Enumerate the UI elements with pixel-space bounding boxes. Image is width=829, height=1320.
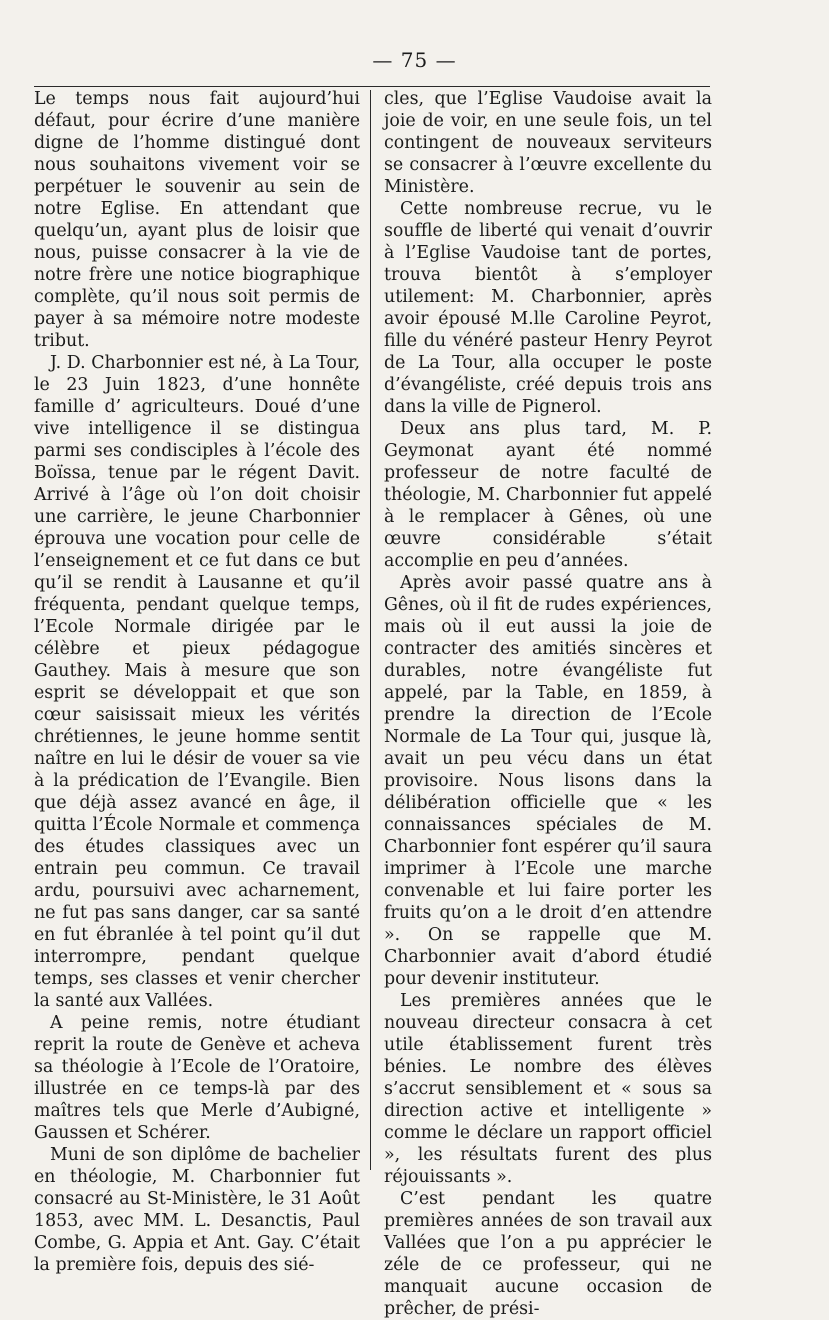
- page-number: — 75 —: [372, 48, 457, 72]
- paragraph: Cette nombreuse recrue, vu le souffle de liberté qui venait d’ouvrir à l’Eglise Vaudoise tant de portes, trouva bientôt à s’employer utilement: M. Charbonnier, après avoir épousé M.lle Caroline Peyrot, fille du vénéré pasteur Henry Peyrot de La Tour, alla occuper le poste d’évangéliste, créé depuis trois ans dans la ville de Pignerol.: [384, 199, 712, 417]
- paragraph: A peine remis, notre étudiant reprit la route de Genève et acheva sa théologie à l’Ecole de l’Oratoire, illustrée en ce temps-là par des maîtres tels que Merle d’Aubigné, Gaussen et Schérer.: [34, 1013, 360, 1143]
- paragraph: Après avoir passé quatre ans à Gênes, où il fit de rudes expériences, mais où il eut aussi la joie de contracter des amitiés sincères et durables, notre évangéliste fut appelé, par la Table, en 1859, à prendre la direction de l’Ecole Normale de La Tour qui, jusque là, avait un peu vécu dans un état provisoire. Nous lisons dans la délibération officielle que « les connaissances spéciales de M. Charbonnier font espérer qu’il saura imprimer à l’Ecole une marche convenable et lui faire porter les fruits qu’on a le droit d’en attendre ». On se rappelle que M. Charbonnier avait d’abord étudié pour devenir instituteur.: [384, 573, 712, 989]
- paragraph: Deux ans plus tard, M. P. Geymonat ayant été nommé professeur de notre faculté de théologie, M. Charbonnier fut appelé à le remplacer à Gênes, où une œuvre considérable s’était accomplie en peu d’années.: [384, 419, 712, 571]
- right-column: [384, 88, 712, 1320]
- header-rule: [34, 86, 710, 87]
- paragraph: Muni de son diplôme de bachelier en théologie, M. Charbonnier fut consacré au St-Ministère, le 31 Août 1853, avec MM. L. Desanctis, Paul Combe, G. Appia et Ant. Gay. C’était la première fois, depuis des sié-: [34, 1145, 360, 1275]
- paragraph: C’est pendant les quatre premières années de son travail aux Vallées que l’on a pu apprécier le zéle de ce professeur, qui ne manquait aucune occasion de prêcher, de prési-: [384, 1189, 712, 1319]
- left-column: [34, 88, 360, 1276]
- paragraph: J. D. Charbonnier est né, à La Tour, le 23 Juin 1823, d’une honnête famille d’ agriculteurs. Doué d’une vive intelligence il se distingua parmi ses condisciples à l’école des Boïssa, tenue par le régent Davit. Arrivé à l’âge où l’on doit choisir une carrière, le jeune Charbonnier éprouva une vocation pour celle de l’enseignement et ce fut dans ce but qu’il se rendit à Lausanne et qu’il fréquenta, pendant quelque temps, l’Ecole Normale dirigée par le célèbre et pieux pédagogue Gauthey. Mais à mesure que son esprit se développait et que son cœur saisissait mieux les vérités chrétiennes, le jeune homme sentit naître en lui le désir de vouer sa vie à la prédication de l’Evangile. Bien que déjà assez avancé en âge, il quitta l’École Normale et commença des études classiques avec un entrain peu commun. Ce travail ardu, poursuivi avec acharnement, ne fut pas sans danger, car sa santé en fut ébranlée à tel point qu’il dut interrompre, pendant quelque temps, ses classes et venir chercher la santé aux Vallées.: [34, 353, 360, 1011]
- paragraph: Les premières années que le nouveau directeur consacra à cet utile établissement furent très bénies. Le nombre des élèves s’accrut sensiblement et « sous sa direction active et intelligente » comme le déclare un rapport officiel », les résultats furent des plus réjouissants ».: [384, 991, 712, 1187]
- paragraph: Le temps nous fait aujourd’hui défaut, pour écrire d’une manière digne de l’homme distingué dont nous souhaitons vivement voir se perpétuer le souvenir au sein de notre Eglise. En attendant que quelqu’un, ayant plus de loisir que nous, puisse consacrer à la vie de notre frère une notice biographique complète, qu’il nous soit permis de payer à sa mémoire notre modeste tribut.: [34, 89, 360, 351]
- column-divider: [370, 90, 371, 1170]
- paragraph: cles, que l’Eglise Vaudoise avait la joie de voir, en une seule fois, un tel contingent de nouveaux serviteurs se consacrer à l’œuvre excellente du Ministère.: [384, 89, 712, 197]
